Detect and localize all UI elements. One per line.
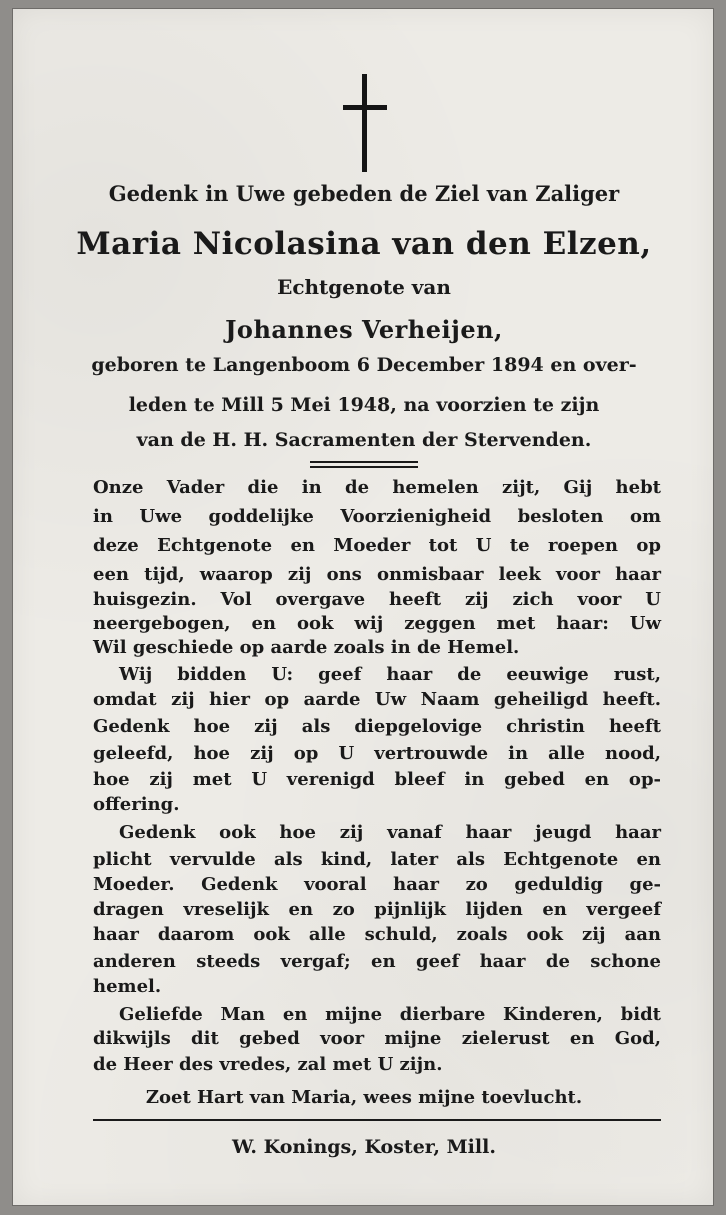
prayer-line: omdat zij hier op aarde Uw Naam geheiligd heeft.	[93, 689, 661, 710]
spouse-name: Johannes Verheijen,	[225, 315, 503, 344]
prayer-line: in Uwe goddelijke Voorzienigheid besloten om	[93, 506, 661, 527]
prayer-line: Geliefde Man en mijne dierbare Kinderen, bidt	[119, 1004, 661, 1025]
prayer-line: Moeder. Gedenk vooral haar zo geduldig ge-	[93, 874, 661, 895]
prayer-line: neergebogen, en ook wij zeggen met haar: Uw	[93, 613, 661, 634]
bio-line-3: van de H. H. Sacramenten der Stervenden.	[136, 429, 592, 451]
prayer-line: Wil geschiede op aarde zoals in de Hemel.	[93, 637, 520, 658]
cross-icon	[343, 74, 387, 172]
prayer-line: dikwijls dit gebed voor mijne zielerust en God,	[93, 1028, 661, 1049]
prayer-line: offering.	[93, 794, 180, 815]
prayer-line: Gedenk hoe zij als diepgelovige christin heeft	[93, 716, 661, 737]
footer-divider	[93, 1119, 661, 1121]
memorial-card	[12, 8, 714, 1206]
bio-line-2: leden te Mill 5 Mei 1948, na voorzien te zijn	[128, 394, 600, 416]
prayer-line: Gedenk ook hoe zij vanaf haar jeugd haar	[119, 822, 661, 843]
prayer-line: anderen steeds vergaf; en geef haar de schone	[93, 951, 661, 972]
double-divider	[310, 461, 418, 468]
prayer-line: hemel.	[93, 976, 162, 997]
prayer-line: deze Echtgenote en Moeder tot U te roepen op	[93, 535, 661, 556]
prayer-line: hoe zij met U verenigd bleef in gebed en op-	[93, 769, 661, 790]
deceased-name: Maria Nicolasina van den Elzen,	[76, 226, 652, 262]
prayer-line: een tijd, waarop zij ons onmisbaar leek voor haar	[93, 564, 661, 585]
prayer-line: huisgezin. Vol overgave heeft zij zich voor U	[93, 589, 661, 610]
closing-invocation: Zoet Hart van Maria, wees mijne toevlucht.	[145, 1087, 583, 1108]
intro-line: Gedenk in Uwe gebeden de Ziel van Zaliger	[108, 181, 620, 206]
prayer-line: haar daarom ook alle schuld, zoals ook zij aan	[93, 924, 661, 945]
prayer-line: plicht vervulde als kind, later als Echtgenote en	[93, 849, 661, 870]
printer-credit: W. Konings, Koster, Mill.	[232, 1136, 496, 1158]
prayer-line: geleefd, hoe zij op U vertrouwde in alle nood,	[93, 743, 661, 764]
prayer-line: Wij bidden U: geef haar de eeuwige rust,	[119, 664, 661, 685]
prayer-line: Onze Vader die in de hemelen zijt, Gij hebt	[93, 477, 661, 498]
prayer-line: dragen vreselijk en zo pijnlijk lijden en vergeef	[93, 899, 661, 920]
bio-line-1: geboren te Langenboom 6 December 1894 en over-	[91, 354, 637, 376]
prayer-line: de Heer des vredes, zal met U zijn.	[93, 1054, 443, 1075]
spouse-intro: Echtgenote van	[277, 275, 451, 299]
